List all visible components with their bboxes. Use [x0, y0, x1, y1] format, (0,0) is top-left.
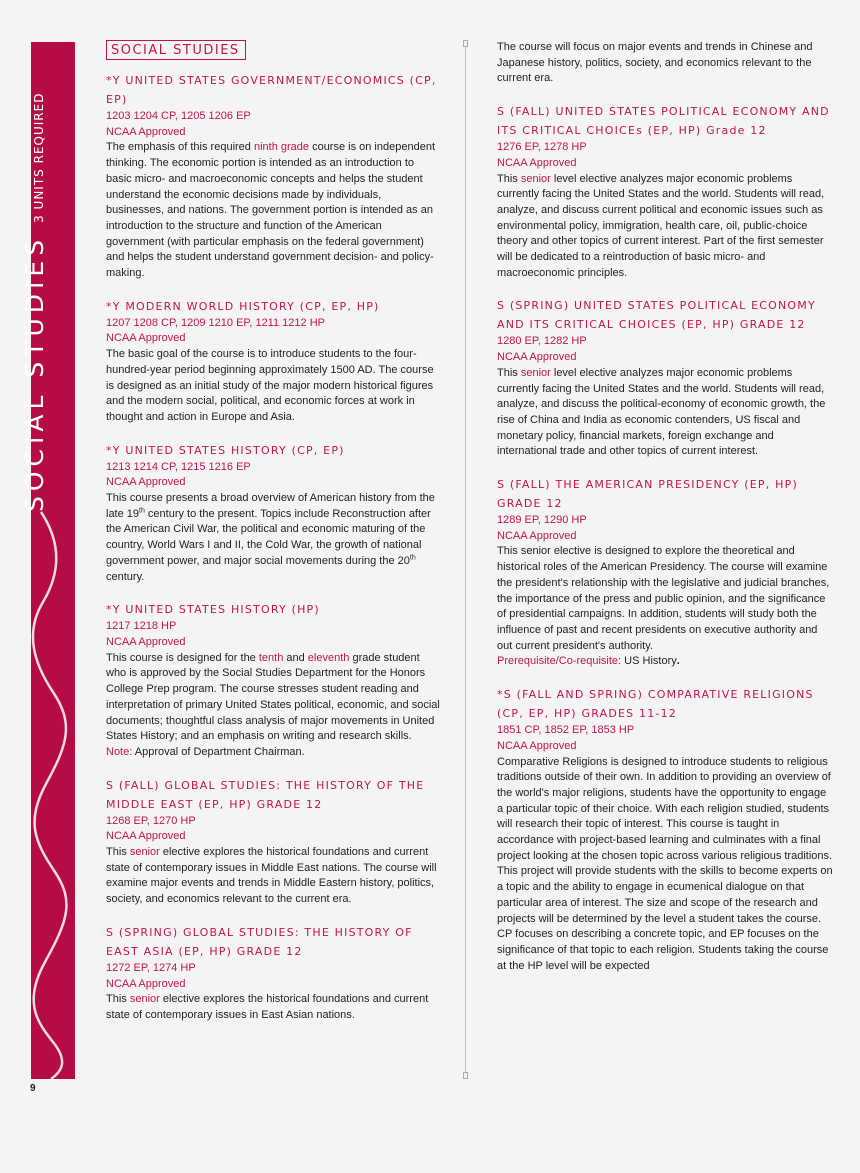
column-divider	[465, 42, 466, 1076]
course-codes: 1276 EP, 1278 HP	[497, 141, 587, 154]
ncaa-status: NCAA Approved	[497, 529, 577, 542]
course-east-asia	[106, 923, 442, 1024]
left-column	[106, 40, 442, 1039]
course-pol-econ-fall	[497, 102, 833, 281]
course-codes: 1289 EP, 1290 HP	[497, 514, 587, 527]
course-world-history	[106, 297, 442, 426]
sidebar-title-main: SOCIAL STUDIES	[20, 234, 49, 512]
course-gov-econ	[106, 71, 442, 282]
course-title: S (FALL) GLOBAL STUDIES: THE HISTORY OF THE MIDDLE EAST (EP, HP) GRADE 12	[106, 778, 425, 811]
course-description: The emphasis of this required ninth grade course is on independent thinking. The economic portion is intended as an introduction to basic micro- and macroeconomic concepts and helps the student understand the economic decisions made by individuals, businesses, and nations. The government portion is intended as an introduction to the structure and function of the American government (with particular emphasis on the federal government) and helps the student understand government decision- and policy-making.	[106, 141, 435, 280]
course-title: S (SPRING) GLOBAL STUDIES: THE HISTORY OF EAST ASIA (EP, HP) GRADE 12	[106, 925, 413, 958]
section-heading: SOCIAL STUDIES	[106, 40, 246, 60]
course-description: Comparative Religions is designed to introduce students to religious traditions outside of their own. In addition to providing an overview of the world's major religions, students have the opportunity to engage a particular topic of their choice. With each religion studied, students will research their topic of interest. This course is taught in accordance with project-based learning and culminates with a final project looking at the chosen topic across various religious traditions. This project will provide students with the skills to become experts on a topic and the ability to engage in ecumenical dialogue on that particular area of interest. The size and scope of the research and projects will be determined by the level a student takes the course. CP focuses on describing a concrete topic, and EP focuses on the significance of that topic to each religion. Students taking the course at the HP level will be expected	[497, 755, 833, 972]
ncaa-status: NCAA Approved	[106, 830, 186, 843]
course-codes: 1207 1208 CP, 1209 1210 EP, 1211 1212 HP	[106, 316, 325, 329]
course-description: This senior level elective analyzes major economic problems currently facing the United States and the world. Students will read, analyze, and discuss current political and economic issues such as environmental policy, immigration, health care, oil, public-choice theory and other topics of current interest. Part of the first semester will be dedicated to a reintroduction of basic micro- and macroeconomic principles.	[497, 172, 825, 279]
prerequisite-label: Prerequisite/Co-requisite:	[497, 655, 622, 668]
ncaa-status: NCAA Approved	[497, 351, 577, 364]
course-description-continued: The course will focus on major events and trends in Chinese and Japanese history, politics, society, and economics relevant to the current era.	[497, 41, 813, 85]
course-codes: 1217 1218 HP	[106, 620, 177, 633]
ncaa-status: NCAA Approved	[106, 125, 186, 138]
course-description: The basic goal of the course is to introduce students to the four-hundred-year period beginning approximately 1500 AD. The course is designed as an initial study of the major modern historical figures and the modern social, political, and economic forces at work in thought and action in Europe and Asia.	[106, 348, 434, 423]
course-codes: 1280 EP, 1282 HP	[497, 335, 587, 348]
right-column	[497, 40, 833, 989]
ncaa-status: NCAA Approved	[497, 156, 577, 169]
course-codes: 1272 EP, 1274 HP	[106, 961, 196, 974]
course-title: S (FALL) THE AMERICAN PRESIDENCY (EP, HP) GRADE 12	[497, 478, 798, 511]
course-description: This senior elective is designed to explore the theoretical and historical roles of the American Presidency. The course will examine the president's relationship with the legislative and judicial branches, the importance of the press and public opinion, and the significance of presidential campaigns. In addition, students will study both the influence of past and recent presidents on executive authority and out current president's authority. Prerequisite/Co-requisite: US History.	[497, 545, 830, 668]
course-codes: 1268 EP, 1270 HP	[106, 814, 196, 827]
course-title: *Y UNITED STATES HISTORY (CP, EP)	[106, 443, 345, 457]
course-title: *S (FALL AND SPRING) COMPARATIVE RELIGIONS (CP, EP, HP) GRADES 11-12	[497, 688, 814, 721]
sidebar-title	[20, 93, 49, 512]
course-codes: 1203 1204 CP, 1205 1206 EP	[106, 110, 251, 122]
course-title: S (FALL) UNITED STATES POLITICAL ECONOMY AND ITS CRITICAL CHOICEs (EP, HP) Grade 12	[497, 105, 830, 138]
ncaa-status: NCAA Approved	[106, 635, 186, 648]
ncaa-status: NCAA Approved	[106, 332, 186, 345]
course-description: This course presents a broad overview of American history from the late 19th century to the present. Topics include Reconstruction after the American Civil War, the political and economic maturing of the country, World Wars I and II, the Cold War, the growth of national government power, and major social movements during the 20th century.	[106, 492, 435, 583]
course-description: This senior elective explores the historical foundations and current state of contemporary issues in East Asian nations.	[106, 993, 429, 1021]
course-codes: 1213 1214 CP, 1215 1216 EP	[106, 460, 251, 473]
course-title: *Y MODERN WORLD HISTORY (CP, EP, HP)	[106, 299, 380, 313]
ncaa-status: NCAA Approved	[497, 739, 577, 752]
page-number: 9	[30, 1083, 36, 1094]
course-description: This course is designed for the tenth and eleventh grade student who is approved by the Social Studies Department for the Honors College Prep program. The course stresses student reading and interpretation of primary United States political, economic, and social documents; thoughtful class analysis of major movements in United States History; and an emphasis on writing and research skills. Note: Approval of Department Chairman.	[106, 651, 440, 758]
course-middle-east	[106, 776, 442, 908]
course-title: *Y UNITED STATES HISTORY (HP)	[106, 603, 320, 617]
highlight-grade: ninth grade	[253, 141, 310, 154]
divider-cap-bottom	[463, 1072, 468, 1079]
note-label: Note:	[106, 745, 133, 758]
course-presidency	[497, 475, 833, 670]
course-religions	[497, 685, 833, 974]
course-description: This senior level elective analyzes major economic problems currently facing the United States and the world. Students will read, analyze, and discuss the political-economy of economic growth, the rise of China and India as economic contenders, US fiscal and monetary policy, financial markets, foreign exchange and international trade and other topics of current interest.	[497, 366, 826, 458]
course-codes: 1851 CP, 1852 EP, 1853 HP	[497, 724, 635, 737]
course-pol-econ-spring	[497, 296, 833, 460]
course-title: *Y UNITED STATES GOVERNMENT/ECONOMICS (CP, EP)	[106, 74, 437, 106]
course-us-history-hp	[106, 600, 442, 760]
ncaa-status: NCAA Approved	[106, 977, 186, 990]
course-us-history-cp	[106, 441, 442, 586]
course-description: This senior elective explores the historical foundations and current state of contemporary issues in Middle East nations. The course will examine major events and trends in Middle Eastern history, politics, society, and economics relevant to the current era.	[106, 846, 437, 906]
sidebar-subtitle: 3 UNITS REQUIRED	[32, 92, 46, 223]
ncaa-status: NCAA Approved	[106, 476, 186, 489]
divider-cap-top	[463, 40, 468, 47]
course-title: S (SPRING) UNITED STATES POLITICAL ECONOMY AND ITS CRITICAL CHOICES (EP, HP) GRADE 12	[497, 299, 816, 332]
sidebar-band	[20, 42, 75, 1079]
